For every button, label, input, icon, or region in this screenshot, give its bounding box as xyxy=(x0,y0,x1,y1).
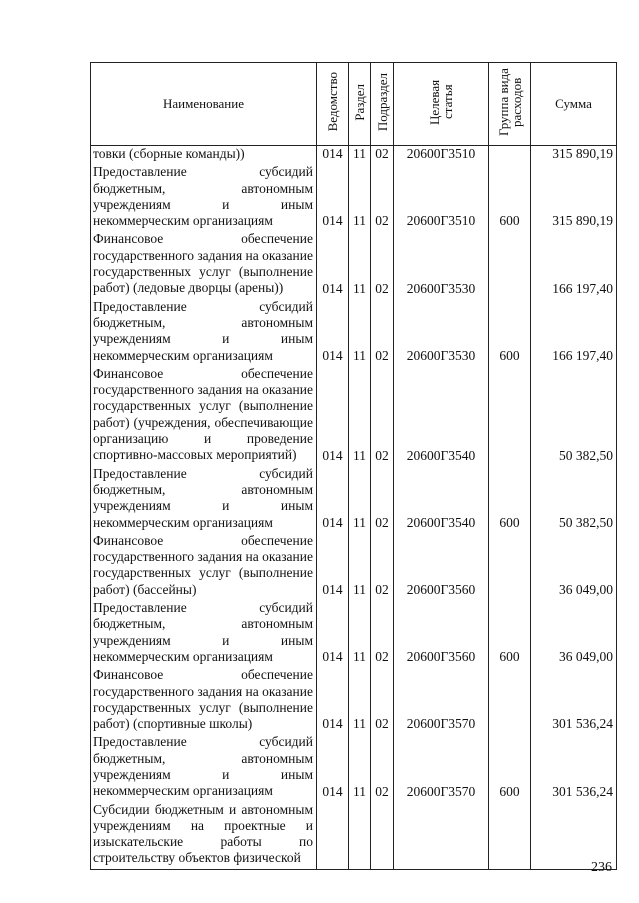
row-section: 11 xyxy=(349,734,371,801)
row-section: 11 xyxy=(349,600,371,667)
row-section xyxy=(349,802,371,870)
table-header-row xyxy=(91,63,617,146)
budget-table xyxy=(90,62,617,870)
row-expense-group: 600 xyxy=(489,734,531,801)
header-department-label: Ведомство xyxy=(325,72,340,132)
header-target-item xyxy=(394,63,489,146)
row-department: 014 xyxy=(317,533,349,600)
row-department: 014 xyxy=(317,231,349,298)
row-expense-group xyxy=(489,366,531,466)
table-row xyxy=(91,600,617,667)
table-row xyxy=(91,734,617,801)
row-name: Финансовое обеспечение государственного задания на оказание государственных услуг (выполнение работ) (бассейны) xyxy=(91,533,317,600)
row-name: Предоставление субсидий бюджетным, автономным учреждениям и иным некоммерческим организациям xyxy=(91,164,317,231)
row-section: 11 xyxy=(349,231,371,298)
row-target-item: 20600Г3560 xyxy=(394,533,489,600)
header-subsection-label: Подраздел xyxy=(374,72,390,132)
table-row xyxy=(91,366,617,466)
row-target-item: 20600Г3530 xyxy=(394,231,489,298)
row-amount: 315 890,19 xyxy=(531,146,617,165)
row-target-item: 20600Г3510 xyxy=(394,146,489,165)
row-subsection: 02 xyxy=(371,146,394,165)
row-section: 11 xyxy=(349,164,371,231)
header-amount: Сумма xyxy=(531,63,617,146)
row-expense-group: 600 xyxy=(489,299,531,366)
row-name: Предоставление субсидий бюджетным, автономным учреждениям и иным некоммерческим организациям xyxy=(91,734,317,801)
row-amount: 301 536,24 xyxy=(531,734,617,801)
row-expense-group xyxy=(489,231,531,298)
row-name: товки (сборные команды)) xyxy=(91,146,317,165)
row-department: 014 xyxy=(317,366,349,466)
header-expense-group-label: Группа вида расходов xyxy=(495,68,524,136)
row-section: 11 xyxy=(349,466,371,533)
row-section: 11 xyxy=(349,146,371,165)
row-department: 014 xyxy=(317,164,349,231)
page-number: 236 xyxy=(591,860,612,875)
row-subsection: 02 xyxy=(371,231,394,298)
table-row xyxy=(91,802,617,870)
row-name: Финансовое обеспечение государственного задания на оказание государственных услуг (выполнение работ) (ледовые дворцы (арены)) xyxy=(91,231,317,298)
row-department: 014 xyxy=(317,299,349,366)
row-department: 014 xyxy=(317,146,349,165)
table-row xyxy=(91,164,617,231)
header-name: Наименование xyxy=(91,63,317,146)
row-amount: 166 197,40 xyxy=(531,231,617,298)
row-subsection: 02 xyxy=(371,734,394,801)
row-department: 014 xyxy=(317,600,349,667)
row-expense-group: 600 xyxy=(489,466,531,533)
row-subsection: 02 xyxy=(371,600,394,667)
header-expense-group xyxy=(489,63,531,146)
row-section: 11 xyxy=(349,366,371,466)
row-target-item: 20600Г3540 xyxy=(394,366,489,466)
row-target-item xyxy=(394,802,489,870)
row-amount: 36 049,00 xyxy=(531,533,617,600)
header-section xyxy=(349,63,371,146)
row-expense-group xyxy=(489,146,531,165)
table-row xyxy=(91,299,617,366)
row-expense-group: 600 xyxy=(489,164,531,231)
row-amount: 301 536,24 xyxy=(531,667,617,734)
row-section: 11 xyxy=(349,667,371,734)
row-expense-group xyxy=(489,802,531,870)
row-subsection: 02 xyxy=(371,366,394,466)
table-row xyxy=(91,466,617,533)
row-name: Субсидии бюджетным и автономным учреждениям на проектные и изыскательские работы по строительству объектов физической xyxy=(91,802,317,870)
row-subsection: 02 xyxy=(371,667,394,734)
row-target-item: 20600Г3570 xyxy=(394,667,489,734)
table-row xyxy=(91,146,617,165)
row-name: Предоставление субсидий бюджетным, автономным учреждениям и иным некоммерческим организациям xyxy=(91,299,317,366)
row-amount: 315 890,19 xyxy=(531,164,617,231)
row-target-item: 20600Г3540 xyxy=(394,466,489,533)
row-target-item: 20600Г3570 xyxy=(394,734,489,801)
row-department: 014 xyxy=(317,734,349,801)
row-section: 11 xyxy=(349,533,371,600)
row-amount: 166 197,40 xyxy=(531,299,617,366)
row-target-item: 20600Г3530 xyxy=(394,299,489,366)
row-name: Предоставление субсидий бюджетным, автономным учреждениям и иным некоммерческим организациям xyxy=(91,600,317,667)
table-row xyxy=(91,667,617,734)
table-row xyxy=(91,231,617,298)
row-name: Финансовое обеспечение государственного задания на оказание государственных услуг (выполнение работ) (учреждения, обеспечивающие организацию и проведение спортивно-массовых мероприятий) xyxy=(91,366,317,466)
row-expense-group xyxy=(489,533,531,600)
row-target-item: 20600Г3510 xyxy=(394,164,489,231)
row-subsection: 02 xyxy=(371,533,394,600)
row-subsection: 02 xyxy=(371,466,394,533)
row-amount: 36 049,00 xyxy=(531,600,617,667)
row-amount: 50 382,50 xyxy=(531,366,617,466)
row-section: 11 xyxy=(349,299,371,366)
row-amount: 50 382,50 xyxy=(531,466,617,533)
row-name: Предоставление субсидий бюджетным, автономным учреждениям и иным некоммерческим организациям xyxy=(91,466,317,533)
row-expense-group xyxy=(489,667,531,734)
header-section-label: Раздел xyxy=(352,83,367,121)
row-target-item: 20600Г3560 xyxy=(394,600,489,667)
header-target-item-label: Целевая статья xyxy=(427,79,455,125)
row-subsection: 02 xyxy=(371,299,394,366)
row-name: Финансовое обеспечение государственного задания на оказание государственных услуг (выполнение работ) (спортивные школы) xyxy=(91,667,317,734)
row-subsection: 02 xyxy=(371,164,394,231)
header-subsection xyxy=(371,63,394,146)
table-body xyxy=(91,146,617,870)
row-department: 014 xyxy=(317,466,349,533)
header-department xyxy=(317,63,349,146)
row-department xyxy=(317,802,349,870)
row-expense-group: 600 xyxy=(489,600,531,667)
table-row xyxy=(91,533,617,600)
budget-table-container xyxy=(90,62,616,870)
row-department: 014 xyxy=(317,667,349,734)
row-subsection xyxy=(371,802,394,870)
